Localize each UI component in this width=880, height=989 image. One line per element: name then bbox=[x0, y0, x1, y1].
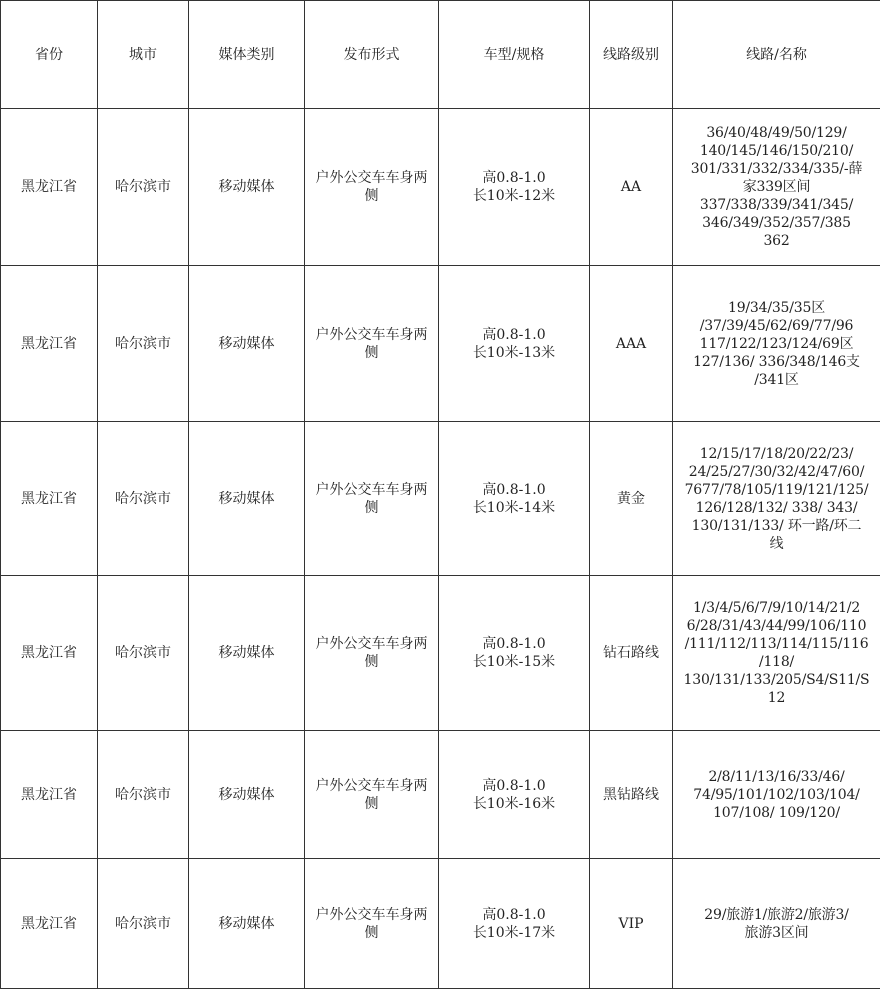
city-cell: 哈尔滨市 bbox=[98, 266, 189, 422]
province-cell: 黑龙江省 bbox=[1, 859, 98, 989]
format-cell: 户外公交车车身两 侧 bbox=[305, 576, 439, 731]
media-type-cell: 移动媒体 bbox=[189, 109, 305, 266]
table-row bbox=[1, 859, 880, 989]
level-cell: AAA bbox=[590, 266, 673, 422]
header-city: 城市 bbox=[98, 1, 189, 109]
routes-cell: 12/15/17/18/20/22/23/ 24/25/27/30/32/42/47/60/ 7677/78/105/119/121/125/ 126/128/132/ 338/ 343/ 130/131/133/ 环一路/环二 线 bbox=[673, 422, 880, 576]
level-cell: 黄金 bbox=[590, 422, 673, 576]
media-type-cell: 移动媒体 bbox=[189, 859, 305, 989]
header-media-type: 媒体类别 bbox=[189, 1, 305, 109]
table-row bbox=[1, 109, 880, 266]
format-cell: 户外公交车车身两 侧 bbox=[305, 731, 439, 859]
table-row bbox=[1, 731, 880, 859]
table-row bbox=[1, 422, 880, 576]
province-cell: 黑龙江省 bbox=[1, 731, 98, 859]
header-format: 发布形式 bbox=[305, 1, 439, 109]
level-cell: 钻石路线 bbox=[590, 576, 673, 731]
province-cell: 黑龙江省 bbox=[1, 109, 98, 266]
format-cell: 户外公交车车身两 侧 bbox=[305, 266, 439, 422]
province-cell: 黑龙江省 bbox=[1, 266, 98, 422]
city-cell: 哈尔滨市 bbox=[98, 859, 189, 989]
spec-cell: 高0.8-1.0 长10米-12米 bbox=[439, 109, 590, 266]
media-type-cell: 移动媒体 bbox=[189, 576, 305, 731]
routes-cell: 29/旅游1/旅游2/旅游3/ 旅游3区间 bbox=[673, 859, 880, 989]
media-type-cell: 移动媒体 bbox=[189, 731, 305, 859]
header-level: 线路级别 bbox=[590, 1, 673, 109]
format-cell: 户外公交车车身两 侧 bbox=[305, 859, 439, 989]
spec-cell: 高0.8-1.0 长10米-17米 bbox=[439, 859, 590, 989]
spec-cell: 高0.8-1.0 长10米-13米 bbox=[439, 266, 590, 422]
table-row bbox=[1, 266, 880, 422]
format-cell: 户外公交车车身两 侧 bbox=[305, 109, 439, 266]
city-cell: 哈尔滨市 bbox=[98, 731, 189, 859]
level-cell: VIP bbox=[590, 859, 673, 989]
routes-cell: 19/34/35/35区 /37/39/45/62/69/77/96 117/122/123/124/69区 127/136/ 336/348/146支 /341区 bbox=[673, 266, 880, 422]
spec-cell: 高0.8-1.0 长10米-16米 bbox=[439, 731, 590, 859]
routes-cell: 1/3/4/5/6/7/9/10/14/21/2 6/28/31/43/44/99/106/110 /111/112/113/114/115/116 /118/ 130/131/133/205/S4/S11/S 12 bbox=[673, 576, 880, 731]
province-cell: 黑龙江省 bbox=[1, 576, 98, 731]
level-cell: AA bbox=[590, 109, 673, 266]
header-spec: 车型/规格 bbox=[439, 1, 590, 109]
city-cell: 哈尔滨市 bbox=[98, 422, 189, 576]
city-cell: 哈尔滨市 bbox=[98, 576, 189, 731]
routes-cell: 2/8/11/13/16/33/46/ 74/95/101/102/103/104/ 107/108/ 109/120/ bbox=[673, 731, 880, 859]
level-cell: 黑钻路线 bbox=[590, 731, 673, 859]
media-type-cell: 移动媒体 bbox=[189, 266, 305, 422]
header-province: 省份 bbox=[1, 1, 98, 109]
province-cell: 黑龙江省 bbox=[1, 422, 98, 576]
routes-cell: 36/40/48/49/50/129/ 140/145/146/150/210/ 301/331/332/334/335/-薛 家339区间 337/338/339/341/345/ 346/349/352/357/385 362 bbox=[673, 109, 880, 266]
city-cell: 哈尔滨市 bbox=[98, 109, 189, 266]
table-row bbox=[1, 576, 880, 731]
format-cell: 户外公交车车身两 侧 bbox=[305, 422, 439, 576]
header-routes: 线路/名称 bbox=[673, 1, 880, 109]
spec-cell: 高0.8-1.0 长10米-14米 bbox=[439, 422, 590, 576]
header-row bbox=[1, 1, 880, 109]
media-type-cell: 移动媒体 bbox=[189, 422, 305, 576]
spec-cell: 高0.8-1.0 长10米-15米 bbox=[439, 576, 590, 731]
